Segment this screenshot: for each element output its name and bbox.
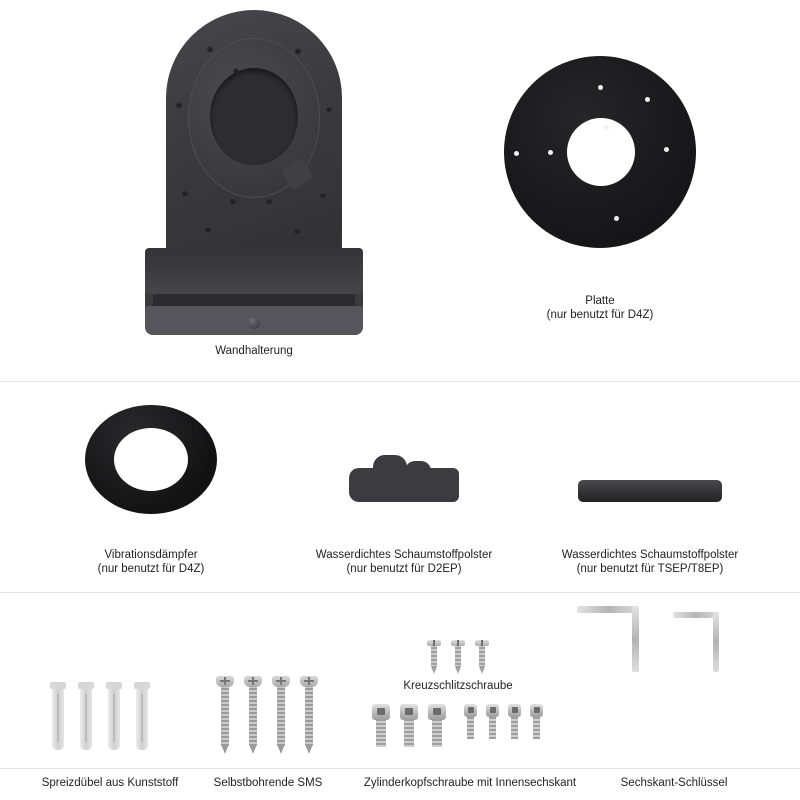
caption-zylinderkopfschraube: Zylinderkopfschraube mit Innensechskant: [363, 777, 577, 789]
plate-hole: [604, 125, 609, 130]
plate-center-hole: [567, 118, 635, 186]
anchor-head: [50, 682, 66, 689]
plate-hole: [645, 97, 650, 102]
caption-schaumstoffpolster-tsep-title: Wasserdichtes Schaumstoffpolster: [561, 549, 739, 561]
damper-inner-hole: [114, 428, 188, 491]
caption-vibrationsdaempfer-title: Vibrationsdämpfer: [104, 549, 198, 561]
screw-cross-slot: [433, 640, 435, 646]
screw-shank: [249, 686, 257, 746]
anchor-slit: [85, 694, 87, 742]
caption-spreizduebel: Spreizdübel aus Kunststoff: [41, 777, 179, 789]
caption-schaumstoffpolster-d2ep-note: (nur benutzt für D2EP): [346, 563, 462, 575]
hex-key-large: [577, 606, 645, 678]
screw-shank: [455, 645, 461, 667]
screw-hex-socket: [490, 707, 496, 713]
screw-tip: [221, 744, 229, 754]
screw-hex-socket: [377, 708, 385, 715]
foam-pad-d2ep-illustration: [349, 455, 459, 502]
screw-cross-slot: [220, 680, 230, 682]
screw-shank: [511, 715, 518, 739]
mount-hole: [205, 226, 211, 232]
plate-hole: [614, 216, 619, 221]
plastic-anchor: [78, 682, 94, 750]
mount-hole: [266, 198, 272, 204]
anchor-head: [134, 682, 150, 689]
mount-hole: [230, 198, 236, 204]
hex-key-short-arm: [713, 612, 719, 672]
screw-shank: [489, 715, 496, 739]
anchor-head: [106, 682, 122, 689]
anchor-slit: [141, 694, 143, 742]
section-divider-1: [0, 381, 800, 382]
screw-hex-socket: [534, 707, 540, 713]
plastic-anchor: [134, 682, 150, 750]
self-drilling-screw: [216, 676, 234, 754]
section-divider-2: [0, 592, 800, 593]
phillips-screw: [451, 640, 465, 674]
wall-mount-center-screw: [248, 317, 260, 329]
caption-kreuzschlitzschraube: Kreuzschlitzschraube: [403, 680, 513, 692]
screw-shank: [467, 715, 474, 739]
wall-mount-illustration: [145, 10, 363, 335]
screw-tip: [277, 744, 285, 754]
plastic-anchor: [106, 682, 122, 750]
plastic-anchor: [50, 682, 66, 750]
mount-hole: [233, 68, 239, 74]
hex-key-long-arm: [577, 606, 639, 613]
mount-hole: [295, 48, 301, 54]
screw-tip: [431, 666, 437, 674]
plate-illustration: [504, 56, 696, 248]
screw-tip: [305, 744, 313, 754]
anchor-slit: [113, 694, 115, 742]
self-drilling-screw: [272, 676, 290, 754]
self-drilling-screw: [300, 676, 318, 754]
mount-hole: [294, 228, 300, 234]
caption-schaumstoffpolster-tsep: [534, 548, 766, 576]
mount-hole: [207, 46, 213, 52]
wall-mount-inner-ring: [210, 68, 298, 165]
hex-key-short-arm: [632, 606, 639, 672]
screw-cross-slot: [457, 640, 459, 646]
anchor-slit: [57, 694, 59, 742]
screw-tip: [249, 744, 257, 754]
screw-tip: [479, 666, 485, 674]
screw-shank: [277, 686, 285, 746]
screw-hex-socket: [405, 708, 413, 715]
phillips-screws-illustration: [427, 640, 489, 674]
phillips-screw: [427, 640, 441, 674]
screw-cross-slot: [248, 680, 258, 682]
screw-hex-socket: [512, 707, 518, 713]
foam-pad-lobe-small: [405, 461, 431, 481]
caption-selbstbohrende-sms: Selbstbohrende SMS: [213, 777, 323, 789]
screw-hex-socket: [433, 708, 441, 715]
screw-cross-slot: [481, 640, 483, 646]
vibration-damper-illustration: [85, 405, 217, 514]
mount-hole: [326, 106, 332, 112]
screw-shank: [376, 717, 386, 747]
hex-key-small: [673, 612, 725, 678]
plate-hole: [598, 85, 603, 90]
foam-strip-tsep-illustration: [578, 480, 722, 502]
screw-tip: [455, 666, 461, 674]
caption-sechskant-schluessel: Sechskant-Schlüssel: [620, 777, 728, 789]
caption-vibrationsdaempfer-note: (nur benutzt für D4Z): [97, 563, 205, 575]
wall-mount-base-top: [145, 248, 363, 294]
caption-wandhalterung: Wandhalterung: [215, 345, 293, 357]
screw-shank: [305, 686, 313, 746]
plate-hole: [664, 147, 669, 152]
screw-hex-socket: [468, 707, 474, 713]
screw-shank: [221, 686, 229, 746]
self-drilling-screws-illustration: [216, 676, 320, 754]
socket-cap-screws-illustration: [372, 704, 534, 748]
caption-platte: [500, 294, 700, 322]
screw-shank: [432, 717, 442, 747]
caption-platte-note: (nur benutzt für D4Z): [546, 309, 654, 321]
self-drilling-screw: [244, 676, 262, 754]
foam-pad-lobe-large: [373, 455, 407, 477]
caption-schaumstoffpolster-tsep-note: (nur benutzt für TSEP/T8EP): [576, 563, 724, 575]
plastic-anchors-illustration: [50, 682, 170, 752]
caption-schaumstoffpolster-d2ep: [288, 548, 520, 576]
plate-hole: [548, 150, 553, 155]
phillips-screw: [475, 640, 489, 674]
screw-shank: [431, 645, 437, 667]
screw-cross-slot: [276, 680, 286, 682]
screw-shank: [533, 715, 540, 739]
screw-shank: [479, 645, 485, 667]
caption-platte-title: Platte: [585, 295, 615, 307]
screw-cross-slot: [304, 680, 314, 682]
section-divider-3: [0, 768, 800, 769]
screw-shank: [404, 717, 414, 747]
anchor-head: [78, 682, 94, 689]
plate-hole: [514, 151, 519, 156]
mount-hole: [176, 102, 182, 108]
mount-hole: [320, 192, 326, 198]
caption-schaumstoffpolster-d2ep-title: Wasserdichtes Schaumstoffpolster: [315, 549, 493, 561]
caption-vibrationsdaempfer: [51, 548, 251, 576]
mount-hole: [182, 190, 188, 196]
